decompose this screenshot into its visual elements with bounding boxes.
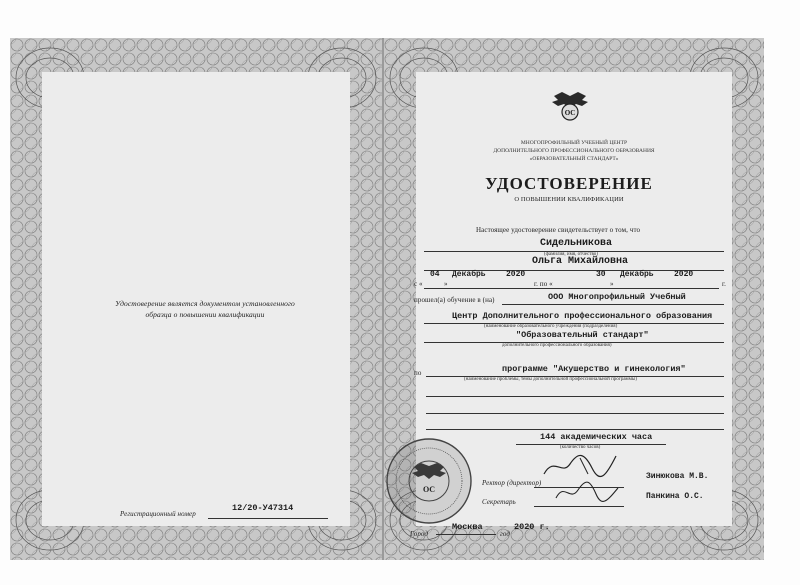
org-line-3: «ОБРАЗОВАТЕЛЬНЫЙ СТАНДАРТ» — [529, 156, 619, 162]
secretary-name: Панкина О.С. — [646, 492, 704, 501]
org-line-1: МНОГОПРОФИЛЬНЫЙ УЧЕБНЫЙ ЦЕНТР — [520, 140, 628, 146]
stamp-letters: ОС — [422, 485, 436, 494]
blank-line-1 — [426, 396, 724, 397]
date-to-mid: » — [610, 280, 614, 288]
date-from-year: 2020 — [506, 270, 526, 279]
certificate-title: УДОСТОВЕРЕНИЕ — [485, 174, 653, 193]
program-prefix: по — [414, 369, 422, 377]
institution-line-1-rule — [502, 304, 724, 305]
institution-line-2: Центр Дополнительного профессионального образования — [452, 311, 713, 321]
city-value: Москва — [452, 522, 483, 532]
left-page — [10, 38, 382, 560]
date-to-year: 2020 — [674, 270, 694, 279]
surname: Сидельникова — [540, 238, 613, 249]
secretary-line — [534, 506, 624, 507]
reg-label: Регистрационный номер — [120, 510, 196, 518]
validity-note — [105, 298, 305, 320]
intro-text: Настоящее удостоверение свидетельствует о том, что — [476, 226, 641, 234]
institution-line-3: "Образовательный стандарт" — [516, 330, 649, 340]
given-names: Ольга Михайловна — [532, 256, 629, 267]
program-caption: (наименование проблемы, темы дополнительной профессиональной программы) — [464, 377, 637, 382]
program-name: программе "Акушерство и гинекология" — [502, 364, 686, 374]
date-to-day: 30 — [596, 270, 606, 279]
institution-caption-2: дополнительного профессионального образования) — [502, 343, 612, 348]
city-label: Город — [410, 530, 429, 538]
reg-number: 12/20-У47314 — [232, 503, 294, 513]
institution-line-1: ООО Многопрофильный Учебный — [548, 292, 686, 302]
eagle-emblem-icon — [550, 90, 590, 124]
year-label: год — [500, 530, 510, 538]
date-to-suffix: г. — [722, 280, 727, 288]
hours-value: 144 академических часа — [540, 432, 653, 442]
validity-note-text: Удостоверение является документом установленного образца о повышении квалификации — [115, 299, 295, 319]
date-from-mid: » — [444, 280, 448, 288]
rector-label: Ректор (директор) — [482, 479, 542, 487]
emblem-letters: ОС — [564, 109, 576, 117]
secretary-label: Секретарь — [482, 498, 516, 506]
institution-caption-1: (наименование образовательного учреждения (подразделения) — [484, 324, 618, 329]
date-to-month: Декабрь — [620, 270, 654, 279]
year-value: 2020 г. — [514, 522, 550, 532]
city-line — [436, 534, 496, 535]
secretary-signature — [552, 478, 622, 504]
date-from-prefix: с « — [414, 280, 423, 288]
surname-caption: (фамилия, имя, отчество) — [544, 252, 598, 257]
rector-name: Зинюкова М.В. — [646, 472, 709, 481]
certificate-subtitle: О ПОВЫШЕНИИ КВАЛИФИКАЦИИ — [514, 196, 624, 203]
date-from-month: Декабрь — [452, 270, 486, 279]
hours-caption: (количество часов) — [560, 445, 601, 450]
reg-number-line — [208, 518, 328, 519]
org-line-2: ДОПОЛНИТЕЛЬНОГО ПРОФЕССИОНАЛЬНОГО ОБРАЗОВАНИЯ — [493, 148, 655, 154]
dates-line — [424, 288, 719, 289]
blank-line-3 — [426, 429, 724, 430]
rector-signature — [540, 450, 620, 480]
spine-fold — [382, 38, 384, 560]
blank-line-2 — [426, 413, 724, 414]
round-seal-stamp — [384, 436, 474, 526]
date-from-day: 04 — [430, 270, 440, 279]
right-page — [384, 38, 764, 560]
study-label: прошел(а) обучение в (на) — [414, 296, 495, 304]
date-to-prefix: г. по « — [534, 280, 553, 288]
